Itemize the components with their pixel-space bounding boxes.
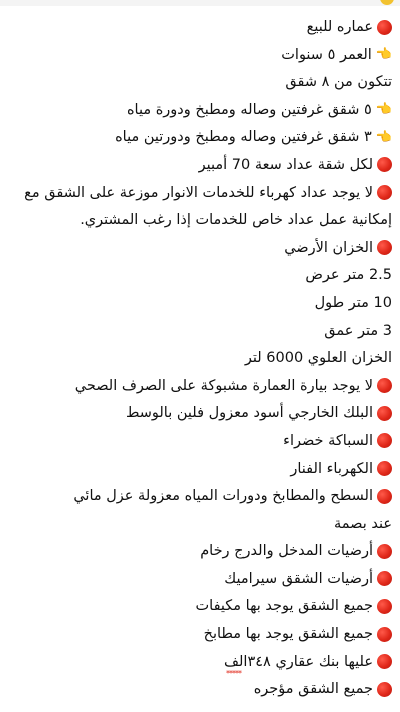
red-circle-icon	[377, 406, 392, 421]
list-item: الخزان الأرضي	[8, 235, 392, 263]
list-item: لكل شقة عداد سعة 70 أمبير	[8, 152, 392, 180]
red-circle-icon	[377, 544, 392, 559]
pointing-hand-icon: 👈	[375, 129, 392, 145]
list-item: السباكة خضراء	[8, 428, 392, 456]
list-item-multiline: لا يوجد عداد كهرباء للخدمات الانوار موزعة على الشقق مع إمكانية عمل عداد خاص للخدمات إذا رغب المشتري.	[24, 184, 392, 229]
listing-text	[8, 14, 392, 704]
pointing-hand-icon: 👈	[375, 102, 392, 118]
list-item	[8, 649, 392, 677]
red-circle-icon	[377, 461, 392, 476]
red-circle-icon	[377, 240, 392, 255]
list-item: 👈٣ شقق غرفتين وصاله ومطبخ ودورتين مياه	[115, 129, 392, 146]
loan-amount: عليها بنك عقاري ٣٤٨الف *****	[224, 653, 373, 677]
list-item: أرضيات الشقق سيراميك	[8, 566, 392, 594]
red-circle-icon	[377, 654, 392, 669]
list-item: البلك الخارجي أسود معزول فلين بالوسط	[8, 400, 392, 428]
red-stars-mark: *****	[226, 668, 241, 677]
list-item: أرضيات المدخل والدرج رخام	[8, 538, 392, 566]
red-circle-icon	[377, 571, 392, 586]
list-item: تتكون من ٨ شقق	[285, 74, 392, 91]
list-item: 2.5 متر عرض	[305, 267, 392, 284]
list-item: لا يوجد بيارة العمارة مشبوكة على الصرف الصحي	[8, 373, 392, 401]
red-circle-icon	[377, 20, 392, 35]
list-item: جميع الشقق مؤجره	[8, 676, 392, 704]
list-item: 10 متر طول	[314, 294, 392, 311]
list-item: 3 متر عمق	[324, 322, 392, 339]
list-item: 👈العمر ٥ سنوات	[281, 46, 392, 63]
red-circle-icon	[377, 682, 392, 697]
pointing-hand-icon: 👈	[375, 47, 392, 63]
top-strip	[0, 0, 400, 6]
list-item: عند بصمة	[333, 515, 392, 532]
red-circle-icon	[377, 599, 392, 614]
list-item: الخزان العلوي 6000 لتر	[244, 350, 392, 367]
list-item: الكهرباء الفنار	[8, 456, 392, 484]
red-circle-icon	[377, 489, 392, 504]
red-circle-icon	[377, 433, 392, 448]
list-item: 👈٥ شقق غرفتين وصاله ومطبخ ودورة مياه	[126, 101, 392, 118]
list-item: السطح والمطابخ ودورات المياه معزولة عزل مائي	[8, 483, 392, 511]
red-circle-icon	[377, 627, 392, 642]
red-circle-icon	[377, 157, 392, 172]
list-item: عماره للبيع	[8, 14, 392, 42]
list-item: جميع الشقق يوجد بها مطابخ	[8, 621, 392, 649]
list-item: جميع الشقق يوجد بها مكيفات	[8, 593, 392, 621]
red-circle-icon	[377, 378, 392, 393]
red-circle-icon	[377, 185, 392, 200]
